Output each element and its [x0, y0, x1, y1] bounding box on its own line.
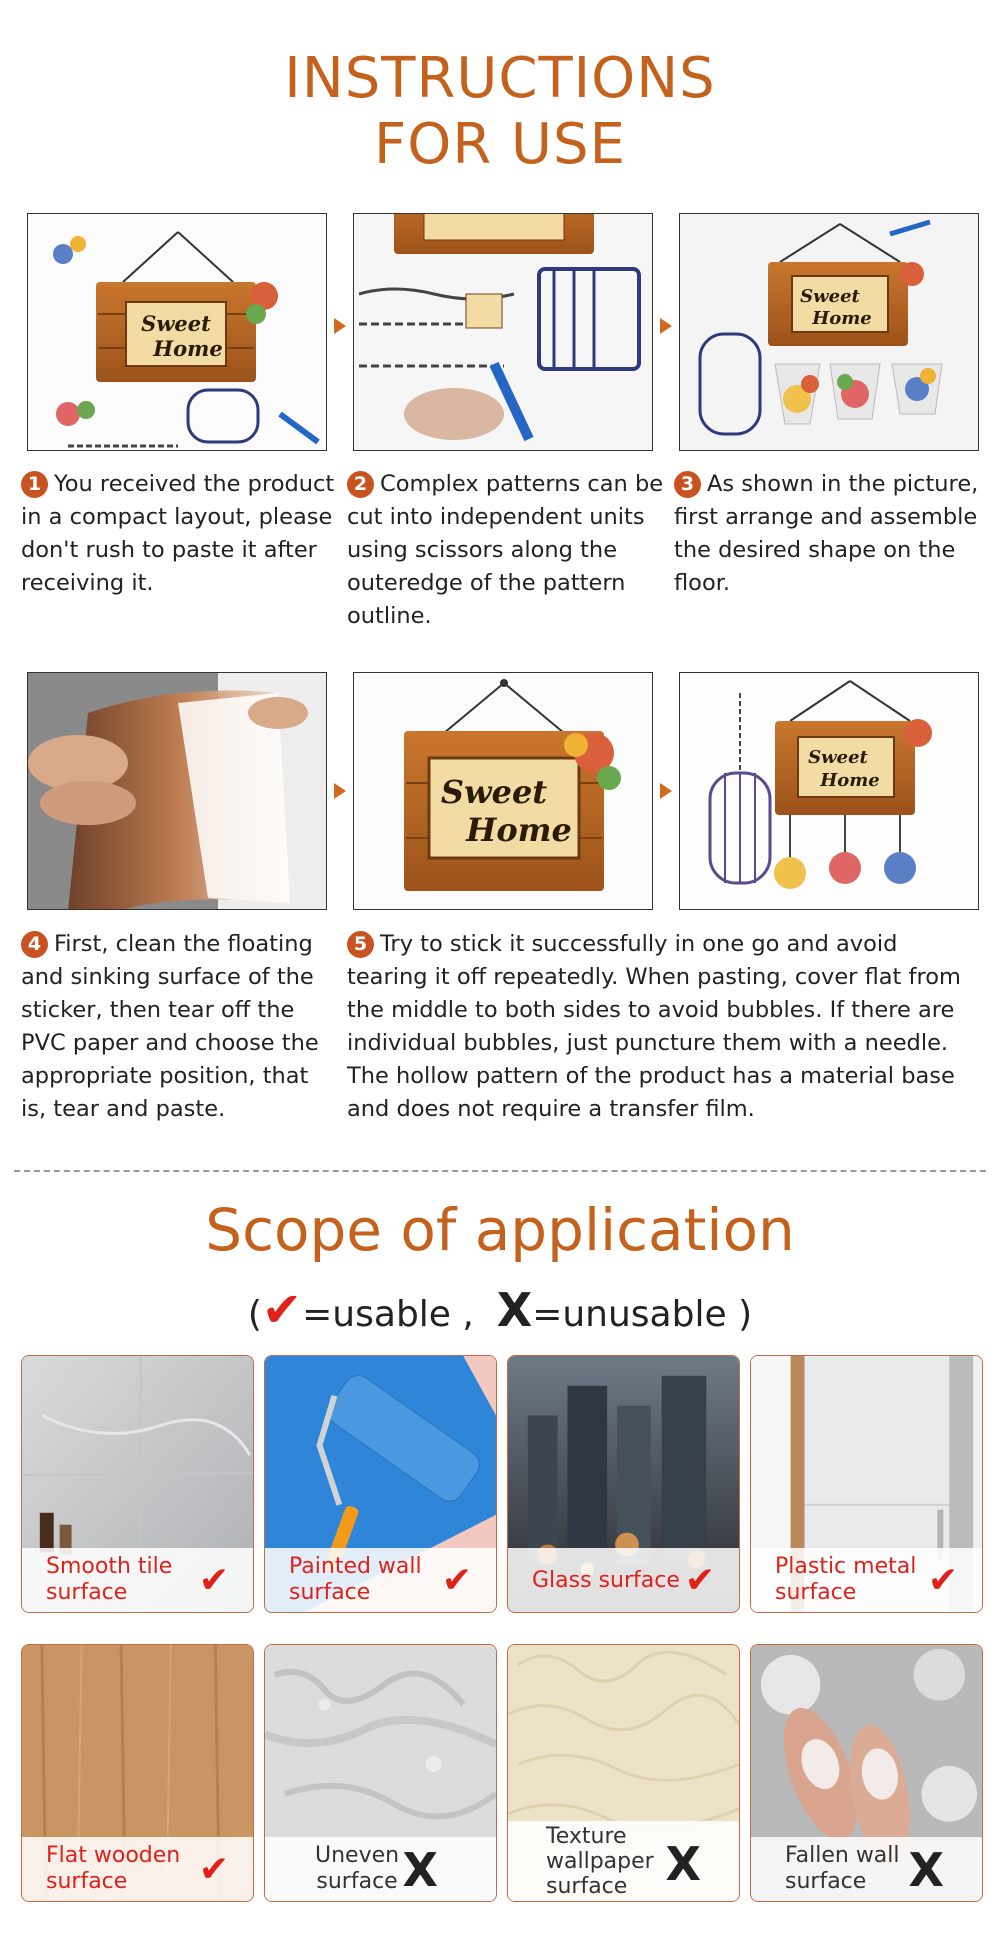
step-3-number: 3 — [674, 471, 701, 498]
flow-arrow — [660, 783, 672, 799]
legend-open-paren: ( — [247, 1294, 262, 1335]
surface-label: Flat wooden surface — [46, 1843, 181, 1894]
sign-text-6a: Sweet — [808, 747, 868, 768]
step-3-description: As shown in the picture, first arrange and assemble the desired shape on the floor. — [674, 471, 979, 596]
legend-close-paren: ) — [738, 1294, 753, 1335]
step-4-number: 4 — [21, 931, 48, 958]
surface-label: Uneven surface — [315, 1843, 400, 1894]
step-5-text — [347, 928, 979, 1126]
surface-card-glass — [507, 1355, 740, 1613]
surface-card-uneven — [264, 1644, 497, 1902]
step-1-number: 1 — [21, 471, 48, 498]
step-2-text — [347, 468, 665, 633]
surface-card-painted-wall — [264, 1355, 497, 1613]
usage-legend — [0, 1282, 1000, 1338]
step-5-number: 5 — [347, 931, 374, 958]
x-icon: X — [665, 1837, 701, 1891]
surface-label: Painted wall surface — [289, 1554, 422, 1605]
step-5-image — [353, 672, 653, 910]
check-icon: ✔ — [684, 1559, 715, 1600]
step-1-image — [27, 213, 327, 451]
step-3-text — [674, 468, 984, 600]
surface-label: Glass surface — [532, 1568, 680, 1593]
legend-unusable-text: =unusable — [532, 1294, 727, 1335]
check-icon: ✔ — [927, 1559, 958, 1600]
surface-card-fallen-wall — [750, 1644, 983, 1902]
sign-text-5b: Home — [466, 811, 572, 849]
step-1-text — [21, 468, 339, 600]
sign-text-3a: Sweet — [800, 286, 860, 307]
sign-text-5a: Sweet — [440, 773, 548, 811]
flow-arrow — [334, 318, 346, 334]
step-6-image — [679, 672, 979, 910]
step-1-description: You received the product in a compact layout, please don't rush to paste it after receiving it. — [21, 471, 335, 596]
x-icon: X — [496, 1283, 533, 1337]
sign-text-1b: Home — [153, 336, 223, 361]
step-3-image — [679, 213, 979, 451]
surface-card-flat-wooden — [21, 1644, 254, 1902]
step-4-text — [21, 928, 321, 1126]
step-2-number: 2 — [347, 471, 374, 498]
step-5-description: Try to stick it successfully in one go and avoid tearing it off repeatedly. When pasting, cover flat from the middle to both sides to avoid bubbles. If there are individual bubbles, just puncture them with a needle. The hollow pattern of the product has a material base and does not require a transfer film. — [347, 931, 961, 1122]
check-icon: ✔ — [198, 1559, 229, 1600]
instructions-title-line1: INSTRUCTIONS — [284, 46, 716, 111]
sign-text-6b: Home — [820, 770, 880, 791]
check-icon: ✔ — [261, 1282, 303, 1338]
surface-label: Plastic metal surface — [775, 1554, 917, 1605]
step-2-description: Complex patterns can be cut into independent units using scissors along the outeredge of the pattern outline. — [347, 471, 664, 629]
scope-title: Scope of application — [205, 1196, 795, 1264]
step-4-image — [27, 672, 327, 910]
flow-arrow — [334, 783, 346, 799]
step-2-image — [353, 213, 653, 451]
sign-text-3b: Home — [812, 308, 872, 329]
x-icon: X — [908, 1843, 944, 1897]
legend-usable-text: =usable , — [302, 1294, 474, 1335]
surface-label: Fallen wall surface — [785, 1843, 900, 1894]
sign-text-1a: Sweet — [141, 311, 211, 336]
check-icon: ✔ — [198, 1848, 229, 1889]
surface-card-texture-wallpaper — [507, 1644, 740, 1902]
instructions-title-line2: FOR USE — [374, 112, 626, 177]
flow-arrow — [660, 318, 672, 334]
surface-label: Smooth tile surface — [46, 1554, 173, 1605]
surface-card-plastic-metal — [750, 1355, 983, 1613]
x-icon: X — [402, 1843, 438, 1897]
surface-label: Texture wallpaper surface — [546, 1824, 654, 1899]
check-icon: ✔ — [441, 1559, 472, 1600]
surface-card-smooth-tile — [21, 1355, 254, 1613]
section-divider — [14, 1170, 986, 1172]
step-4-description: First, clean the floating and sinking surface of the sticker, then tear off the PVC paper and choose the appropriate position, that is, tear and paste. — [21, 931, 319, 1122]
